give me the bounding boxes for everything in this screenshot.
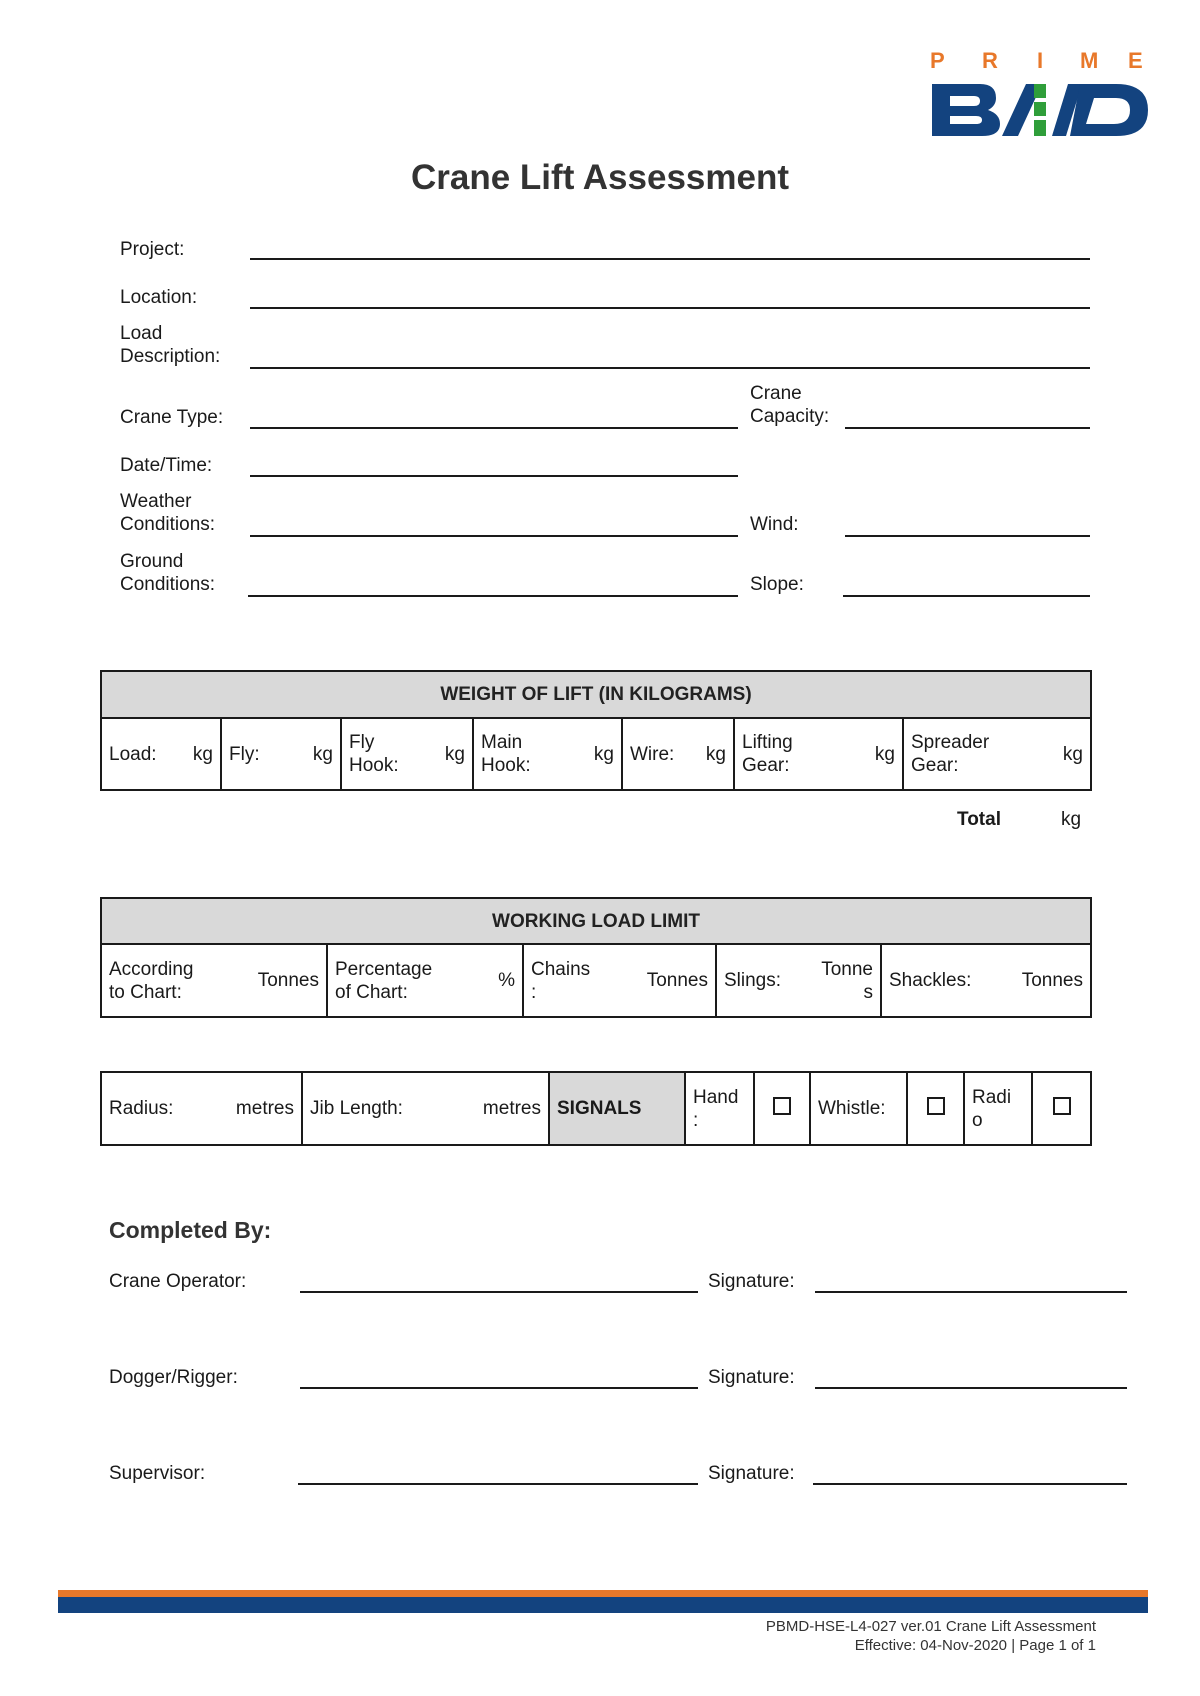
crane-operator-signature-field[interactable] <box>815 1291 1127 1293</box>
load-weight-cell[interactable]: Load: kg <box>101 718 221 790</box>
radio-label: Radi o <box>964 1072 1032 1145</box>
according-to-chart-cell[interactable]: According to Chart: Tonnes <box>101 944 327 1017</box>
hand-signal-cell <box>754 1072 810 1145</box>
date-time-field[interactable] <box>250 475 738 477</box>
whistle-cell <box>907 1072 964 1145</box>
signals-header: SIGNALS <box>549 1072 685 1145</box>
logo-letter: M <box>1080 48 1099 73</box>
logo-letter: E <box>1128 48 1143 73</box>
total-unit[interactable]: kg <box>1061 809 1082 830</box>
working-load-limit-header: WORKING LOAD LIMIT <box>101 898 1091 944</box>
working-load-limit-table <box>100 897 1092 1018</box>
crane-operator-label: Crane Operator: <box>109 1271 247 1292</box>
logo-bmd-mark <box>930 80 1150 140</box>
radius-cell[interactable]: Radius: metres <box>101 1072 302 1145</box>
slope-label: Slope: <box>750 574 804 595</box>
project-field[interactable] <box>250 258 1090 260</box>
wind-label: Wind: <box>750 514 799 535</box>
ground-conditions-label: Ground Conditions: <box>120 551 216 595</box>
load-description-field[interactable] <box>250 367 1090 369</box>
logo-prime-text <box>930 48 1150 72</box>
slings-cell[interactable]: Slings: Tonne s <box>716 944 881 1017</box>
wind-field[interactable] <box>845 535 1090 537</box>
logo-letter: R <box>982 48 998 73</box>
crane-type-label: Crane Type: <box>120 407 224 428</box>
supervisor-field[interactable] <box>298 1483 698 1485</box>
crane-capacity-label: Crane Capacity: <box>750 383 830 427</box>
total-label: Total <box>957 809 1001 830</box>
hand-signal-label: Hand : <box>685 1072 754 1145</box>
company-logo <box>930 48 1150 148</box>
percentage-of-chart-cell[interactable]: Percentage of Chart: % <box>327 944 523 1017</box>
slope-field[interactable] <box>843 595 1090 597</box>
dogger-rigger-signature-field[interactable] <box>815 1387 1127 1389</box>
weather-conditions-label: Weather Conditions: <box>120 491 216 535</box>
crane-operator-field[interactable] <box>300 1291 698 1293</box>
crane-type-field[interactable] <box>250 427 738 429</box>
ground-conditions-field[interactable] <box>248 595 738 597</box>
spreader-gear-weight-cell[interactable]: Spreader Gear: kg <box>903 718 1091 790</box>
footer-document-id: PBMD-HSE-L4-027 ver.01 Crane Lift Assessment <box>765 1618 1096 1635</box>
fly-hook-weight-cell[interactable]: Fly Hook: kg <box>341 718 473 790</box>
jib-length-cell[interactable]: Jib Length: metres <box>302 1072 549 1145</box>
page-title: Crane Lift Assessment <box>411 158 789 197</box>
lifting-gear-weight-cell[interactable]: Lifting Gear: kg <box>734 718 903 790</box>
crane-operator-signature-label: Signature: <box>708 1271 795 1292</box>
completed-by-heading: Completed By: <box>109 1217 272 1243</box>
whistle-checkbox[interactable] <box>927 1097 945 1115</box>
logo-letter: I <box>1037 48 1044 73</box>
location-field[interactable] <box>250 307 1090 309</box>
date-time-label: Date/Time: <box>120 455 213 476</box>
supervisor-signature-field[interactable] <box>813 1483 1127 1485</box>
fly-weight-cell[interactable]: Fly: kg <box>221 718 341 790</box>
chains-cell[interactable]: Chains : Tonnes <box>523 944 716 1017</box>
main-hook-weight-cell[interactable]: Main Hook: kg <box>473 718 622 790</box>
radio-checkbox[interactable] <box>1053 1097 1071 1115</box>
hand-checkbox[interactable] <box>773 1097 791 1115</box>
logo-letter: P <box>930 48 945 73</box>
wire-weight-cell[interactable]: Wire: kg <box>622 718 734 790</box>
whistle-label: Whistle: <box>810 1072 907 1145</box>
dogger-rigger-signature-label: Signature: <box>708 1367 795 1388</box>
footer-bar-orange <box>58 1590 1148 1597</box>
footer-page-info: Effective: 04-Nov-2020 | Page 1 of 1 <box>854 1637 1096 1654</box>
weight-of-lift-table <box>100 670 1092 791</box>
radio-cell <box>1032 1072 1091 1145</box>
radius-signals-table <box>100 1071 1092 1146</box>
dogger-rigger-label: Dogger/Rigger: <box>109 1367 238 1388</box>
supervisor-signature-label: Signature: <box>708 1463 795 1484</box>
supervisor-label: Supervisor: <box>109 1463 206 1484</box>
dogger-rigger-field[interactable] <box>300 1387 698 1389</box>
location-label: Location: <box>120 287 198 308</box>
project-label: Project: <box>120 239 185 260</box>
weight-of-lift-header: WEIGHT OF LIFT (IN KILOGRAMS) <box>101 671 1091 718</box>
shackles-cell[interactable]: Shackles: Tonnes <box>881 944 1091 1017</box>
footer-bar-blue <box>58 1597 1148 1613</box>
crane-capacity-field[interactable] <box>845 427 1090 429</box>
load-description-label: Load Description: <box>120 323 221 367</box>
weather-conditions-field[interactable] <box>250 535 738 537</box>
